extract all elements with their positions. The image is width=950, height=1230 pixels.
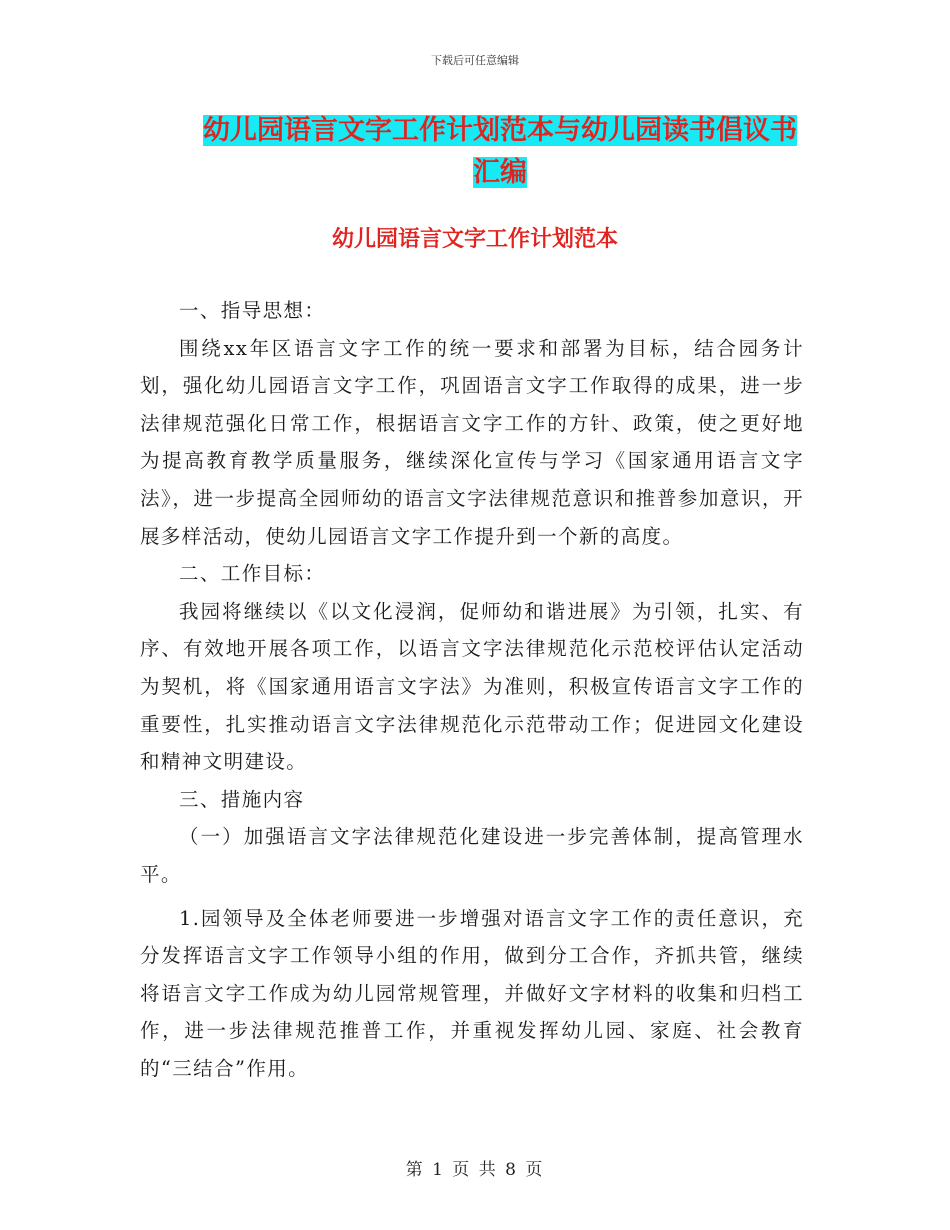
paragraph-measure-1-item-1: 1.园领导及全体老师要进一步增强对语言文字工作的责任意识，充分发挥语言文字工作领导小组的作用，做到分工合作，齐抓共管，继续将语言文字工作成为幼儿园常规管理，并做好文字材料的收集和归档工作，进一步法律规范推普工作，并重视发挥幼儿园、家庭、社会教育的“三结合”作用。: [140, 906, 804, 1080]
document-body: [140, 292, 804, 1087]
paragraph-guiding-thought: 围绕xx年区语言文字工作的统一要求和部署为目标，结合园务计划，强化幼儿园语言文字工作，巩固语言文字工作取得的成果，进一步法律规范强化日常工作，根据语言文字工作的方针、政策，使之更好地为提高教育教学质量服务，继续深化宣传与学习《国家通用语言文字法》，进一步提高全园师幼的语言文字法律规范意识和推普参加意识，开展多样活动，使幼儿园语言文字工作提升到一个新的高度。: [140, 336, 804, 548]
header-note: 下载后可任意编辑: [431, 54, 519, 67]
heading-guiding-thought: 一、指导思想：: [179, 299, 326, 322]
heading-measures: 三、措施内容: [179, 787, 305, 811]
paragraph-work-goals: 我园将继续以《以文化浸润，促师幼和谐进展》为引领，扎实、有序、有效地开展各项工作，以语言文字法律规范化示范校评估认定活动为契机，将《国家通用语言文字法》为准则，积极宣传语言文字工作的重要性，扎实推动语言文字法律规范化示范带动工作；促进园文化建设和精神文明建设。: [140, 599, 804, 774]
document-title-text: 幼儿园语言文字工作计划范本与幼儿园读书倡议书汇编: [203, 115, 797, 188]
page-footer: 第 1 页 共 8 页: [405, 1160, 545, 1180]
heading-work-goals: 二、工作目标：: [179, 562, 326, 586]
section-title: 幼儿园语言文字工作计划范本: [331, 226, 618, 252]
paragraph-measure-1: （一）加强语言文字法律规范化建设进一步完善体制，提高管理水平。: [140, 825, 804, 886]
document-title: [190, 110, 810, 194]
